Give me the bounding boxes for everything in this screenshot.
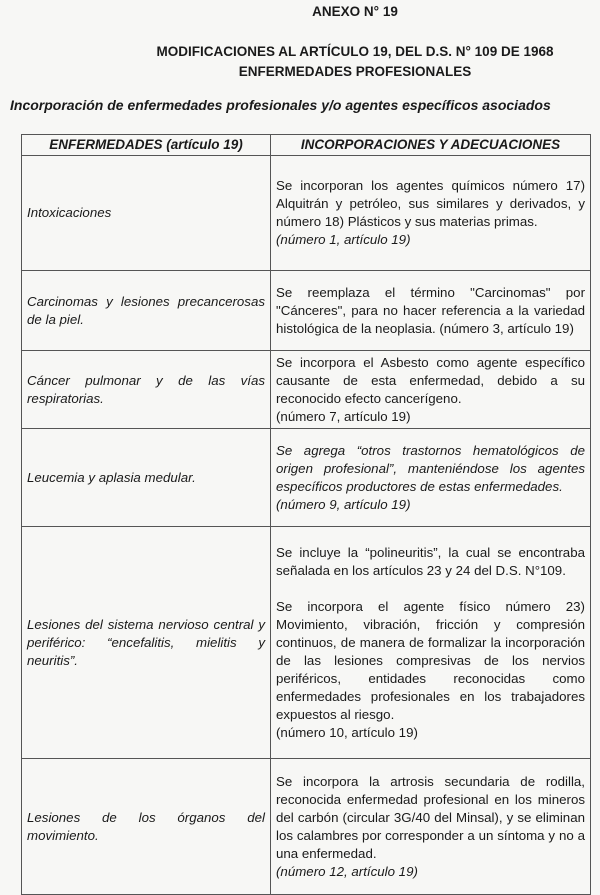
- table-row: [22, 156, 591, 271]
- incorporation-text-2: Se incorpora el agente físico número 23) Movimiento, vibración, fricción y compresión continuos, de manera de formalizar la incorporación de las lesiones compresivas de los nervios periféricos, entidades reconocidas como enfermedades profesionales en los trabajadores expuestos al riesgo.: [276, 598, 585, 722]
- disease-cell: Lesiones del sistema nervioso central y periférico: “encefalitis, mielitis y neuritis”.: [22, 527, 271, 759]
- incorporation-cell: [271, 759, 591, 895]
- column-header-incorporations: INCORPORACIONES Y ADECUACIONES: [271, 135, 591, 156]
- article-reference: (número 9, artículo 19): [276, 496, 411, 512]
- table-header-row: [22, 135, 591, 156]
- incorporation-text: Se incorpora el Asbesto como agente específico causante de esta enfermedad, debido a su reconocido efecto cancerígeno.: [276, 354, 585, 406]
- article-reference: (número 12, artículo 19): [276, 863, 418, 879]
- section-subtitle: Incorporación de enfermedades profesionales y/o agentes específicos asociados: [10, 97, 551, 113]
- incorporation-text: Se incorporan los agentes químicos número 17) Alquitrán y petróleo, sus similares y derivados, y número 18) Plásticos y sus materias primas.: [276, 178, 585, 229]
- incorporation-cell: [271, 156, 591, 271]
- incorporation-cell: [271, 271, 591, 351]
- spacer: [276, 580, 585, 598]
- table-row: [22, 429, 591, 527]
- annex-title: ANEXO N° 19: [312, 4, 398, 19]
- incorporation-cell: [271, 351, 591, 429]
- incorporation-cell: [271, 429, 591, 527]
- title-line-2: ENFERMEDADES PROFESIONALES: [238, 64, 472, 79]
- column-header-diseases: ENFERMEDADES (artículo 19): [22, 135, 271, 156]
- incorporation-cell: [271, 527, 591, 759]
- disease-cell: Lesiones de los órganos del movimiento.: [22, 759, 271, 895]
- incorporation-text: Se reemplaza el término "Carcinomas" por "Cánceres", para no hacer referencia a la variedad histológica de la neoplasia. (número 3, artículo 19): [276, 284, 585, 336]
- table-row: [22, 351, 591, 429]
- incorporation-text: Se incluye la “polineuritis”, la cual se encontraba señalada en los artículos 23 y 24 del D.S. N°109.: [276, 544, 585, 578]
- disease-cell: Cáncer pulmonar y de las vías respiratorias.: [22, 351, 271, 429]
- disease-cell: Leucemia y aplasia medular.: [22, 429, 271, 527]
- article-reference: (número 1, artículo 19): [276, 232, 411, 247]
- table-row: [22, 527, 591, 759]
- disease-cell: Carcinomas y lesiones precancerosas de la piel.: [22, 271, 271, 351]
- article-reference: (número 10, artículo 19): [276, 724, 418, 740]
- incorporation-text: Se incorpora la artrosis secundaria de rodilla, reconocida enfermedad profesional en los mineros del carbón (circular 3G/40 del Minsal), y se eliminan los calambres por corresponder a un síntoma y no a una enfermedad.: [276, 773, 585, 861]
- incorporation-text: Se agrega “otros trastornos hematológicos de origen profesional”, manteniéndose los agentes específicos productores de estas enfermedades.: [276, 442, 585, 494]
- disease-cell: Intoxicaciones: [22, 156, 271, 271]
- table-row: [22, 759, 591, 895]
- document-title: [0, 42, 600, 82]
- article-reference: (número 7, artículo 19): [276, 408, 411, 424]
- title-line-1: MODIFICACIONES AL ARTÍCULO 19, DEL D.S. N° 109 DE 1968: [156, 44, 554, 59]
- modifications-table: [21, 134, 591, 895]
- table-row: [22, 271, 591, 351]
